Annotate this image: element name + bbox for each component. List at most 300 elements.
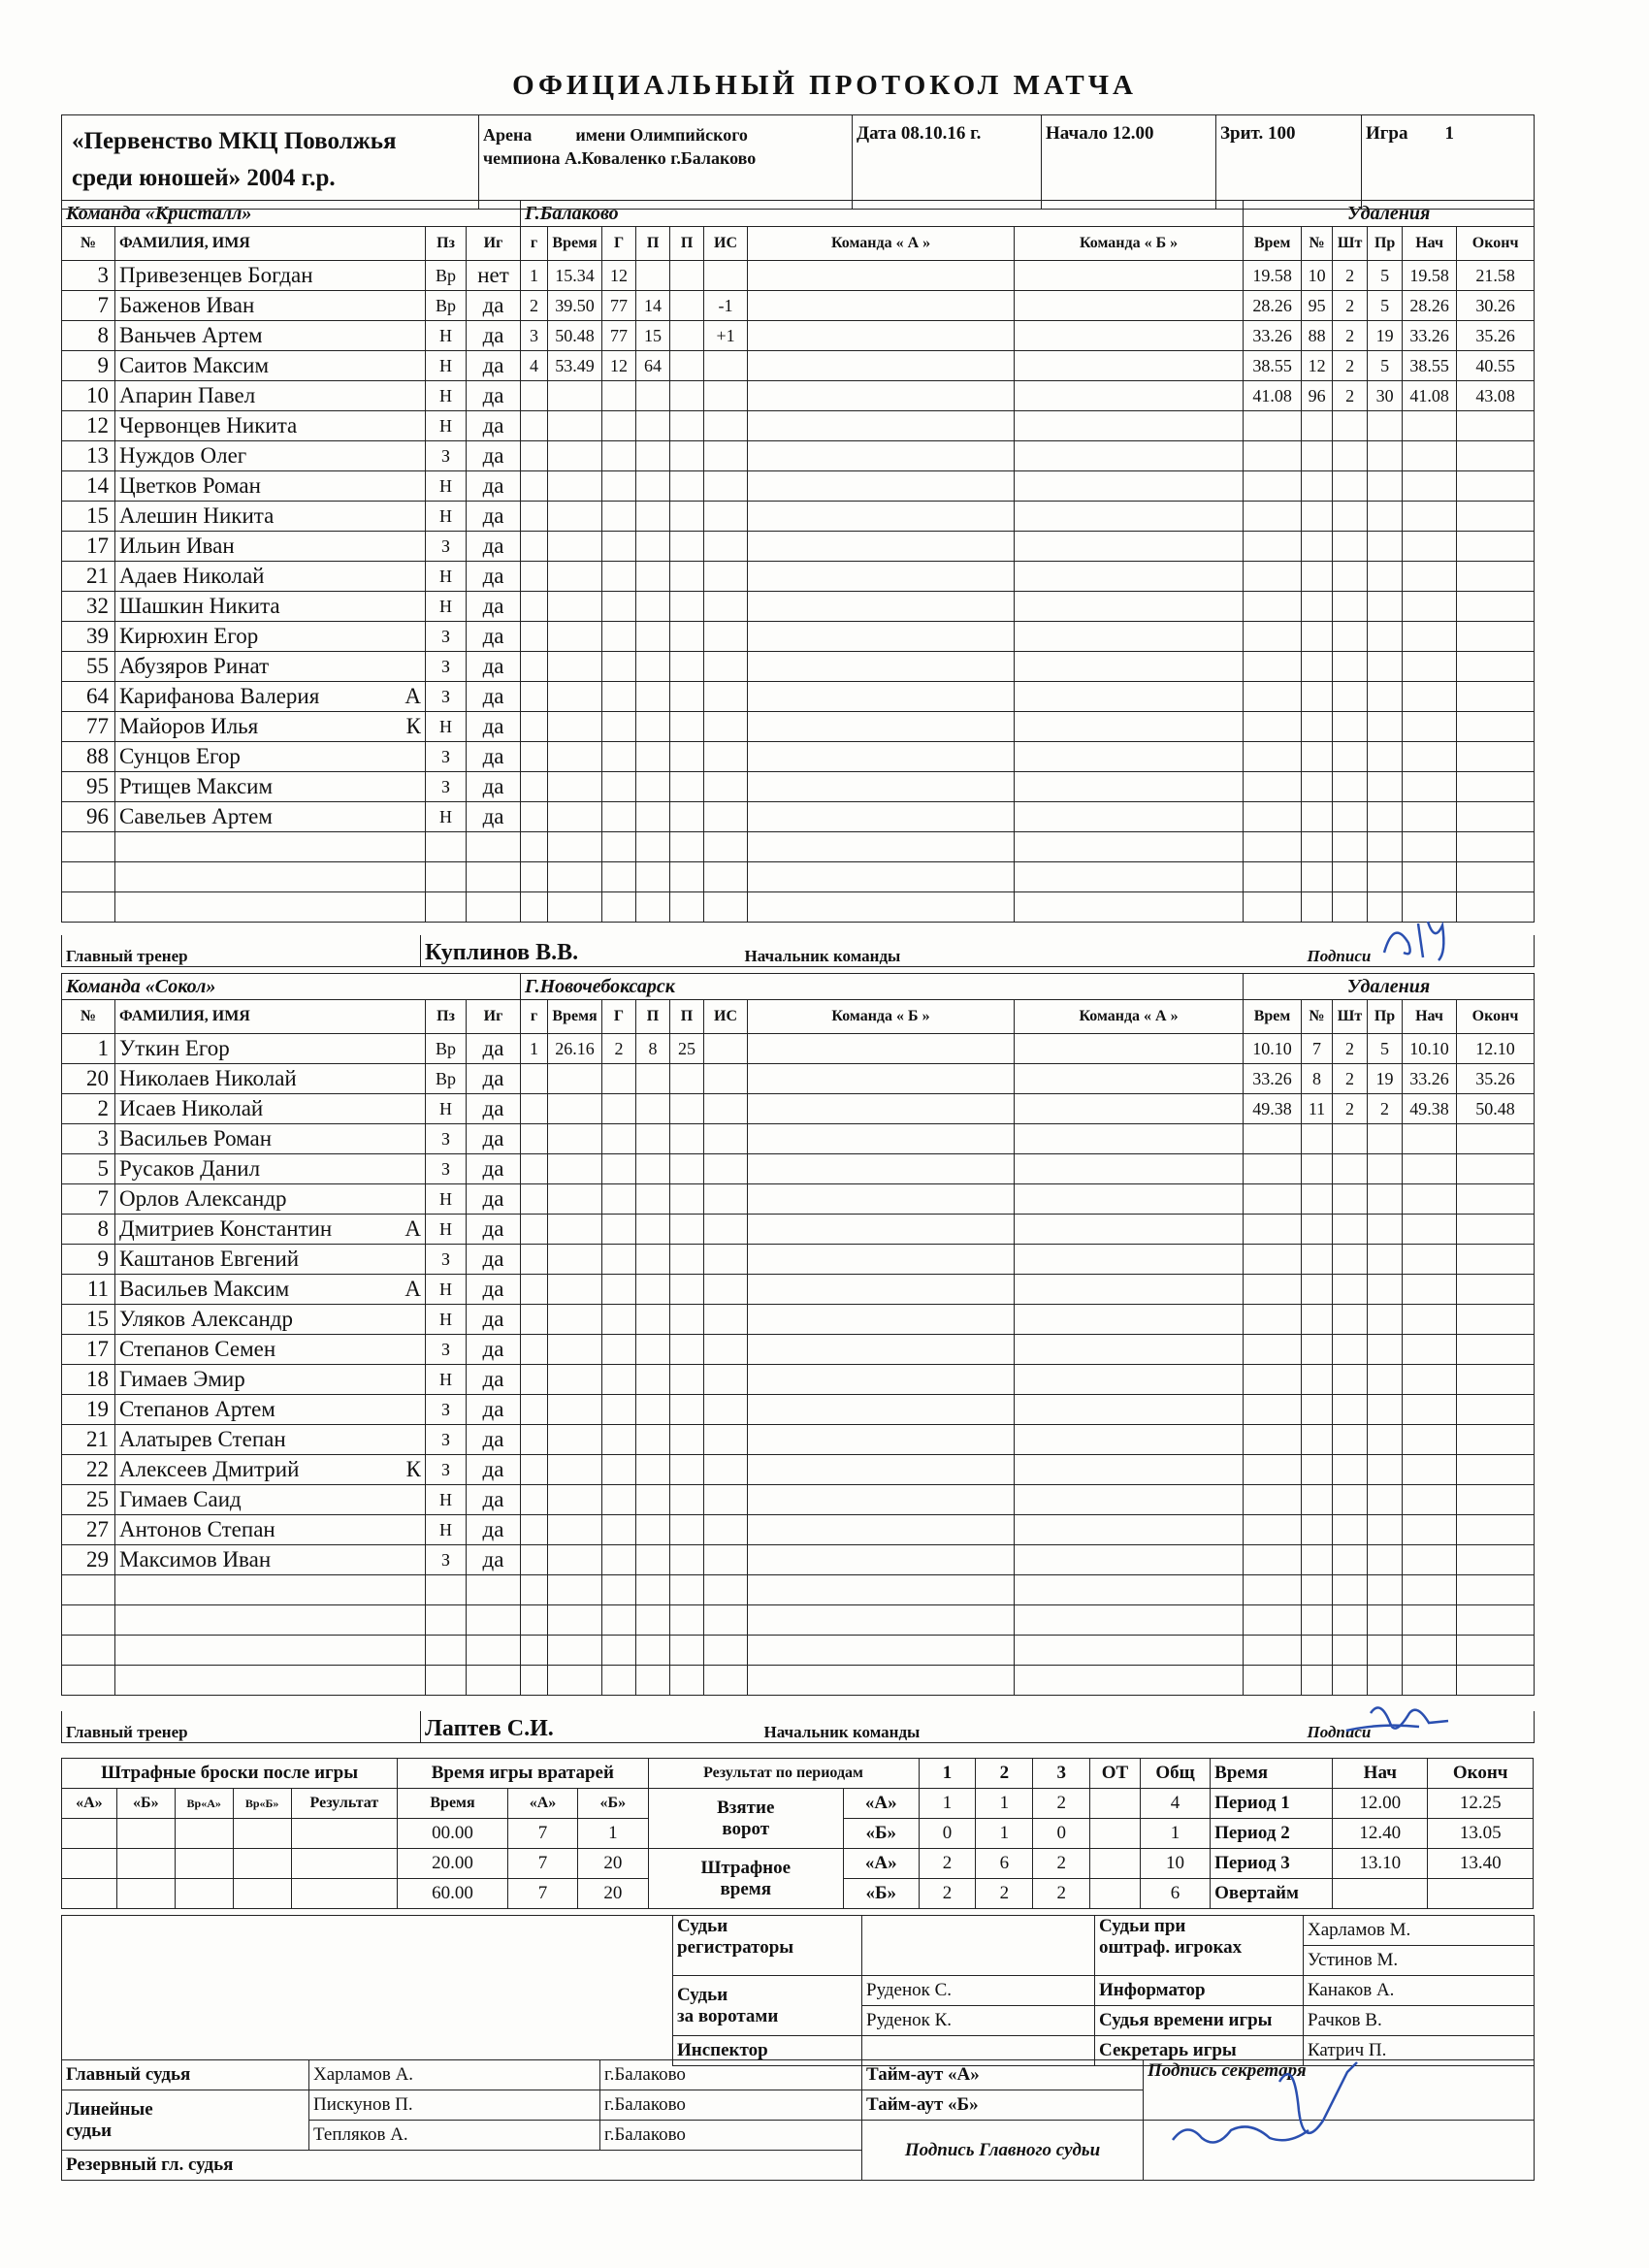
match-date: Дата 08.10.16 г. [853,115,1042,210]
goal-assist-1 [636,802,670,832]
player-role: А [404,684,421,708]
pen-end [1457,1124,1535,1154]
player-plays: да [467,502,521,532]
pen-start [1403,441,1457,471]
team-a-cell [748,1545,1015,1575]
player-name [115,622,426,652]
num: 8 [62,321,115,351]
coach-row-kristall [61,935,1535,967]
goal-index [521,862,548,892]
team-a-cell [748,1636,1015,1666]
num [62,862,115,892]
pen-start [1403,1545,1457,1575]
player-name-text: Русаков Данил [119,1156,261,1181]
time-col-end: Оконч [1428,1759,1534,1789]
goal-is [704,1666,748,1696]
goal-time [548,1124,602,1154]
goal-time [548,411,602,441]
goal-assist-2 [670,261,704,291]
goal-assist-2 [670,502,704,532]
team-a-cell [748,592,1015,622]
period-col-ot: ОТ [1090,1759,1141,1789]
goal-index [521,502,548,532]
goal-time [548,1666,602,1696]
pen-pr [1368,1365,1403,1395]
gk-row-a: 7 [507,1819,577,1849]
player-row [62,1215,1535,1245]
pen-time [1244,832,1302,862]
goal-assist-1 [636,1515,670,1545]
period-1-label: Период 1 [1211,1789,1333,1819]
goal-scorer [602,1154,636,1184]
player-row [62,562,1535,592]
player-role: А [404,1216,421,1241]
pen-b-ot [1090,1879,1141,1909]
gk-row-a: 7 [507,1849,577,1879]
pen-end [1457,592,1535,622]
col-pos: Пз [426,227,467,261]
goals-b-p2: 1 [976,1819,1033,1849]
goal-index [521,1425,548,1455]
pen-num [1302,1425,1333,1455]
num: 77 [62,712,115,742]
coach-label: Главный тренер [62,935,421,967]
goal-scorer [602,1335,636,1365]
player-name [115,381,426,411]
pen-end [1457,1395,1535,1425]
player-pos [426,892,467,923]
goal-assist-1 [636,1575,670,1605]
goal-assist-2 [670,1275,704,1305]
pen-num [1302,802,1333,832]
goal-index [521,1094,548,1124]
pen-end [1457,1545,1535,1575]
pen-start [1403,1485,1457,1515]
pen-sht [1333,622,1368,652]
goal-assist-1 [636,1124,670,1154]
pen-end [1457,682,1535,712]
player-name [115,772,426,802]
goal-scorer [602,832,636,862]
goal-scorer [602,772,636,802]
player-plays: да [467,351,521,381]
pen-sht [1333,1154,1368,1184]
player-name [115,1425,426,1455]
col-name: ФАМИЛИЯ, ИМЯ [115,227,426,261]
goal-is [704,712,748,742]
pen-start: 41.08 [1403,381,1457,411]
player-name-text: Дмитриев Константин [119,1216,333,1241]
pen-num [1302,1485,1333,1515]
num: 64 [62,682,115,712]
goal-scorer [602,471,636,502]
player-name-text: Ваньчев Артем [119,323,263,347]
pen-num [1302,622,1333,652]
num: 15 [62,502,115,532]
goal-time [548,742,602,772]
player-pos: З [426,532,467,562]
pen-end [1457,1154,1535,1184]
team-b-cell [1015,532,1244,562]
pen-time [1244,532,1302,562]
player-plays: да [467,1395,521,1425]
player-name [115,1064,426,1094]
goal-assist-2 [670,562,704,592]
team-b-cell [1015,1545,1244,1575]
player-plays: да [467,622,521,652]
team-b-cell [1015,411,1244,441]
pen-time [1244,1666,1302,1696]
col-pen-start: Нач [1403,227,1457,261]
pen-pr [1368,682,1403,712]
pen-start [1403,1575,1457,1605]
pen-start [1403,1515,1457,1545]
team-a-cell [748,411,1015,441]
pen-sht [1333,1365,1368,1395]
team-b-cell [1015,351,1244,381]
pen-num: 7 [1302,1034,1333,1064]
player-name-text: Васильев Максим [119,1277,290,1301]
goal-is: -1 [704,291,748,321]
period-1-end: 12.25 [1428,1789,1534,1819]
player-name [115,742,426,772]
pen-sht: 2 [1333,351,1368,381]
player-row [62,1425,1535,1455]
goals-a-p3: 2 [1033,1789,1090,1819]
col-pen-time: Врем [1244,1000,1302,1034]
player-name [115,321,426,351]
player-plays: да [467,1275,521,1305]
goal-index [521,1485,548,1515]
player-name-text: Каштанов Евгений [119,1247,300,1271]
player-row [62,622,1535,652]
goal-assist-1 [636,592,670,622]
goal-scorer [602,1636,636,1666]
player-name-text: Васильев Роман [119,1126,273,1150]
team-b-cell [1015,1335,1244,1365]
goal-index: 3 [521,321,548,351]
pen-pr [1368,1605,1403,1636]
num: 25 [62,1485,115,1515]
player-plays: да [467,381,521,411]
pen-time [1244,1365,1302,1395]
player-row [62,1335,1535,1365]
pen-end [1457,742,1535,772]
goal-time: 15.34 [548,261,602,291]
pen-start: 19.58 [1403,261,1457,291]
pen-end [1457,622,1535,652]
team-a-cell [748,1124,1015,1154]
team-b-cell [1015,1154,1244,1184]
col-g: г [521,1000,548,1034]
goal-assist-1 [636,1275,670,1305]
pen-sht [1333,1666,1368,1696]
pen-num [1302,712,1333,742]
pen-end [1457,471,1535,502]
goal-scorer [602,1275,636,1305]
pen-num [1302,832,1333,862]
goal-assist-1 [636,1184,670,1215]
pen-time [1244,1245,1302,1275]
goal-index [521,441,548,471]
goal-assist-2 [670,1184,704,1215]
col-is: ИС [704,1000,748,1034]
goal-scorer [602,1124,636,1154]
team-b-cell [1015,1666,1244,1696]
goal-time [548,1094,602,1124]
pen-end [1457,1365,1535,1395]
pen-sht [1333,772,1368,802]
goal-scorer [602,862,636,892]
pen-start [1403,1335,1457,1365]
team-a-cell [748,622,1015,652]
col-pen-pr: Пр [1368,1000,1403,1034]
pen-start [1403,411,1457,441]
goal-index [521,592,548,622]
col-num: № [62,227,115,261]
goal-time [548,1575,602,1605]
goal-assist-1: 8 [636,1034,670,1064]
player-pos: Н [426,592,467,622]
pen-start [1403,1154,1457,1184]
goal-assist-1 [636,1666,670,1696]
goal-assist-1 [636,832,670,862]
team-b-cell [1015,321,1244,351]
goal-scorer [602,1395,636,1425]
pen-time [1244,1395,1302,1425]
player-pos: Н [426,562,467,592]
pen-start [1403,712,1457,742]
goal-scorer [602,1485,636,1515]
goal-scorer: 77 [602,321,636,351]
goals-a-p1: 1 [919,1789,976,1819]
num: 95 [62,772,115,802]
player-plays: нет [467,261,521,291]
inspector-label: Инспектор [673,2036,862,2066]
player-row [62,802,1535,832]
goal-assist-1 [636,1245,670,1275]
team-a-cell [748,832,1015,862]
coach-row-sokol [61,1711,1535,1743]
goal-is [704,1636,748,1666]
goal-scorer [602,1184,636,1215]
goal-index: 4 [521,351,548,381]
goal-index [521,772,548,802]
pen-sht: 2 [1333,1064,1368,1094]
goal-assist-2 [670,742,704,772]
goal-is [704,1154,748,1184]
player-name [115,832,426,862]
secretary-signature-label: Подпись секретаря [1144,2060,1535,2121]
pen-pr [1368,1305,1403,1335]
registrars-label: Судьи регистраторы [673,1916,862,1976]
goal-assist-2 [670,622,704,652]
pen-num: 96 [1302,381,1333,411]
pen-end [1457,832,1535,862]
player-pos: З [426,652,467,682]
player-row [62,1666,1535,1696]
player-plays: да [467,772,521,802]
arena: Арена имени Олимпийского чемпиона А.Коваленко г.Балаково [479,115,853,210]
goal-scorer [602,1455,636,1485]
player-row [62,1184,1535,1215]
pen-end [1457,862,1535,892]
goal-time [548,502,602,532]
pen-time [1244,622,1302,652]
goal-scorer [602,1305,636,1335]
col-pen-pr: Пр [1368,227,1403,261]
player-name-text: Абузяров Ринат [119,654,270,678]
team-a-cell [748,1365,1015,1395]
chief-referee-label: Главный судья [62,2060,309,2090]
goal-judges-label: Судьи за воротами [673,1976,862,2036]
player-name [115,592,426,622]
team-b-cell [1015,441,1244,471]
player-row [62,1094,1535,1124]
col-pen-start: Нач [1403,1000,1457,1034]
team-a-cell [748,1275,1015,1305]
signature-icon [1374,935,1491,962]
pen-time [1244,1515,1302,1545]
col-pen-sht: Шт [1333,227,1368,261]
num [62,1605,115,1636]
pen-time [1244,1636,1302,1666]
pen-time [1244,1305,1302,1335]
pen-pr [1368,832,1403,862]
player-row [62,1575,1535,1605]
player-row [62,1365,1535,1395]
pen-time [1244,862,1302,892]
player-row [62,1545,1535,1575]
goals-a-total: 4 [1140,1789,1210,1819]
player-pos: З [426,441,467,471]
goal-time [548,1425,602,1455]
period-3-end: 13.40 [1428,1849,1534,1879]
pen-a-p3: 2 [1033,1849,1090,1879]
pen-end [1457,712,1535,742]
team-a-cell [748,1245,1015,1275]
player-row [62,652,1535,682]
pen-a-p2: 6 [976,1849,1033,1879]
pen-sht [1333,592,1368,622]
num: 22 [62,1455,115,1485]
num: 88 [62,742,115,772]
pen-num [1302,562,1333,592]
player-name-text: Николаев Николай [119,1066,297,1090]
goal-assist-1 [636,862,670,892]
player-role: К [405,714,421,738]
pen-end [1457,1605,1535,1636]
player-name-text: Максимов Иван [119,1547,272,1571]
goal-assist-2 [670,291,704,321]
penbox-judge-1: Харламов М. [1304,1916,1535,1946]
goal-assist-2 [670,652,704,682]
pen-sht [1333,471,1368,502]
goal-scorer [602,1064,636,1094]
team-a-cell [748,742,1015,772]
goal-scorer: 12 [602,351,636,381]
match-start: Начало 12.00 [1042,115,1216,210]
goal-assist-2 [670,532,704,562]
pen-time: 10.10 [1244,1034,1302,1064]
officials-block [61,1915,1535,2066]
pen-pr [1368,1184,1403,1215]
goal-scorer [602,652,636,682]
team-a-cell [748,321,1015,351]
player-row [62,1245,1535,1275]
goal-time [548,1395,602,1425]
pen-pr [1368,1666,1403,1696]
goal-is [704,471,748,502]
num: 9 [62,351,115,381]
pen-num: 10 [1302,261,1333,291]
col-pen-end: Оконч [1457,227,1535,261]
goal-assist-2 [670,1335,704,1365]
sign-label: Подписи [1304,1711,1535,1743]
pen-num [1302,1184,1333,1215]
pen-num [1302,682,1333,712]
player-name-text: Орлов Александр [119,1186,287,1211]
player-row [62,772,1535,802]
pen-pr: 2 [1368,1094,1403,1124]
bottom-stats [61,1758,1534,1909]
pen-time [1244,1215,1302,1245]
goal-is [704,802,748,832]
col-assist2: П [670,1000,704,1034]
pen-start [1403,1305,1457,1335]
player-row [62,381,1535,411]
pen-num [1302,1575,1333,1605]
pen-start [1403,802,1457,832]
goal-index [521,1335,548,1365]
col-time: Время [548,1000,602,1034]
goal-scorer: 12 [602,261,636,291]
goal-is [704,441,748,471]
pen-sht: 2 [1333,1034,1368,1064]
goal-scorer [602,381,636,411]
pen-pr [1368,862,1403,892]
player-plays [467,862,521,892]
player-pos: Н [426,411,467,441]
num: 11 [62,1275,115,1305]
pen-sht: 2 [1333,261,1368,291]
goal-is [704,622,748,652]
pen-start [1403,1455,1457,1485]
goal-index [521,1154,548,1184]
pen-start [1403,772,1457,802]
pen-start [1403,1395,1457,1425]
period-3-label: Период 3 [1211,1849,1333,1879]
player-name [115,291,426,321]
team-table-sokol [61,973,1535,1696]
num: 18 [62,1365,115,1395]
player-plays: да [467,1064,521,1094]
goal-time [548,592,602,622]
pen-time [1244,1605,1302,1636]
player-pos: Н [426,381,467,411]
goal-assist-2 [670,411,704,441]
goal-is [704,351,748,381]
pen-start: 28.26 [1403,291,1457,321]
team-a-cell [748,1395,1015,1425]
team-a-cell [748,261,1015,291]
player-plays: да [467,1485,521,1515]
col-pen-sht: Шт [1333,1000,1368,1034]
period-3-start: 13.10 [1333,1849,1428,1879]
shootout-col-result: Результат [291,1789,398,1819]
player-name-text: Алексеев Дмитрий [119,1457,300,1481]
pen-end [1457,1455,1535,1485]
